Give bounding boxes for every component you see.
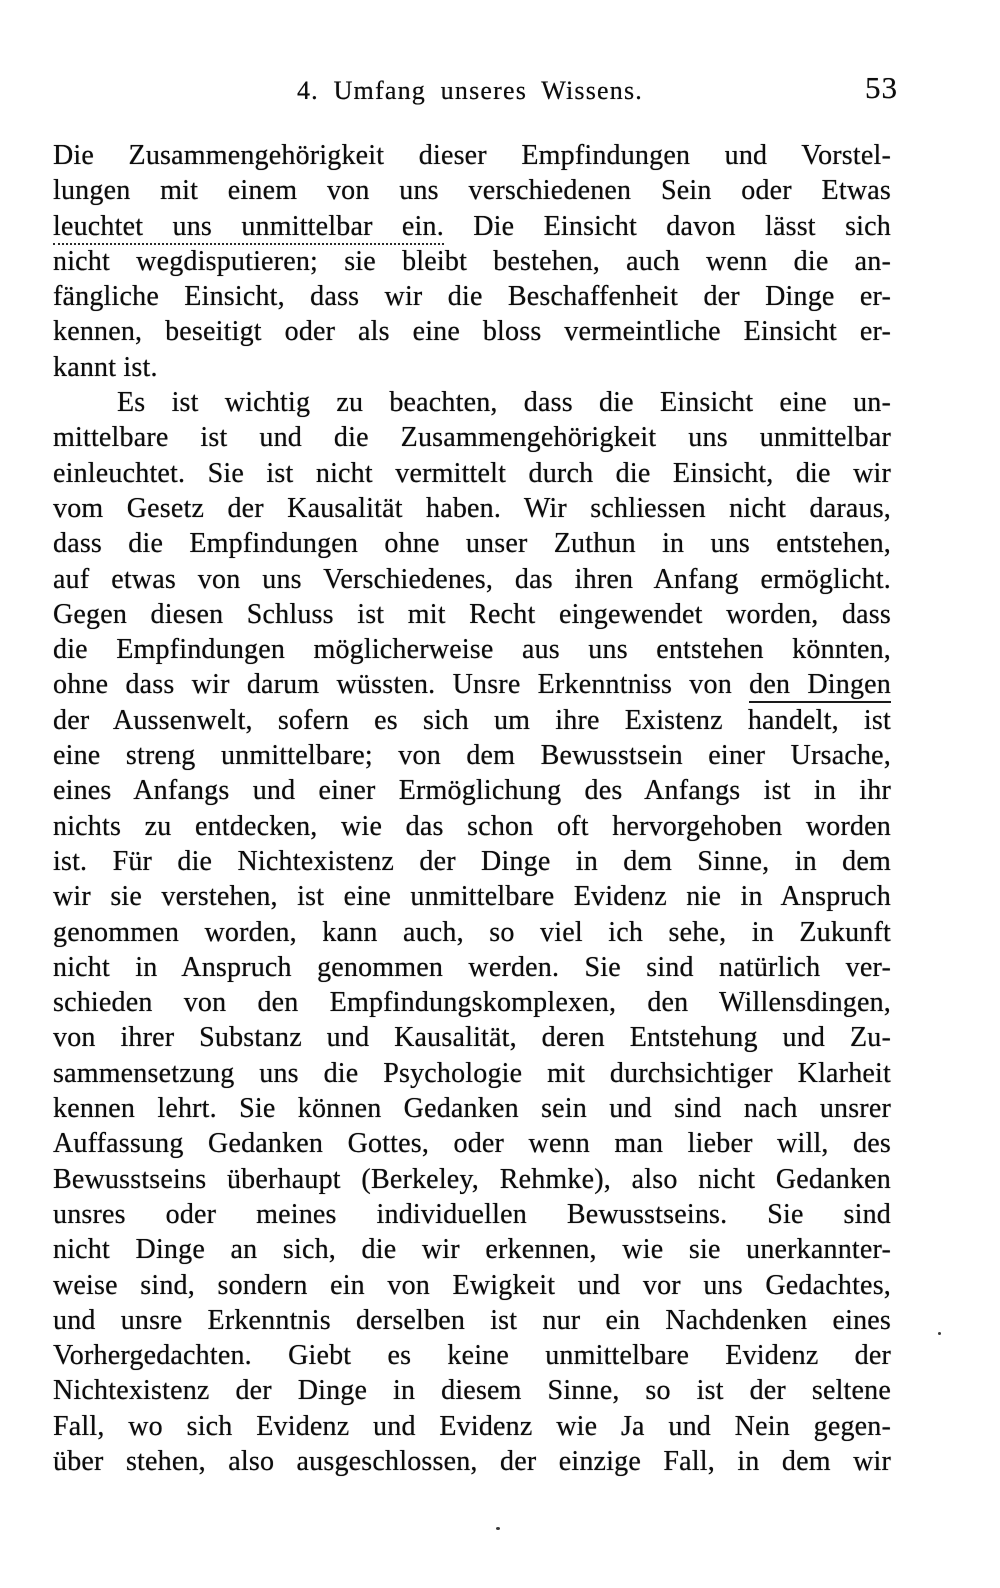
text-line: lungen mit einem von uns verschiedenen Sein oder Etwas <box>53 175 891 207</box>
text-line: vom Gesetz der Kausalität haben. Wir schliessen nicht daraus, <box>53 492 891 524</box>
text-line: wir sie verstehen, ist eine unmittelbare Evidenz nie in Anspruch <box>53 881 891 913</box>
text-line: weise sind, sondern ein von Ewigkeit und vor uns Gedachtes, <box>53 1269 891 1301</box>
text-line: kennen, beseitigt oder als eine bloss vermeintliche Einsicht er- <box>53 316 891 348</box>
scan-speck <box>496 1527 500 1530</box>
text-line: Vorhergedachten. Giebt es keine unmittelbare Evidenz der <box>53 1340 891 1372</box>
text-line: ohne dass wir darum wüssten. Unsre Erkenntniss von den Dingen <box>53 667 891 702</box>
text-line: Die Zusammengehörigkeit dieser Empfindungen und Vorstel- <box>53 140 891 171</box>
text-line: Fall, wo sich Evidenz und Evidenz wie Ja und Nein gegen- <box>53 1410 891 1442</box>
text-line: dass die Empfindungen ohne unser Zuthun in uns entstehen, <box>53 528 891 560</box>
text-line: fängliche Einsicht, dass wir die Beschaffenheit der Dinge er- <box>53 281 891 313</box>
emphasis-mark: den Dingen <box>749 669 891 703</box>
text-line: eine streng unmittelbare; von dem Bewusstsein einer Ursache, <box>53 740 891 772</box>
text-line: kannt ist. <box>53 351 158 383</box>
text-line: einleuchtet. Sie ist nicht vermittelt durch die Einsicht, die wir <box>53 457 891 489</box>
text-line: nicht Dinge an sich, die wir erkennen, wie sie unerkannter- <box>53 1234 891 1266</box>
text-line: auf etwas von uns Verschiedenes, das ihren Anfang ermöglicht. <box>53 563 891 595</box>
text-line: der Aussenwelt, sofern es sich um ihre Existenz handelt, ist <box>53 704 891 736</box>
text-line: genommen worden, kann auch, so viel ich sehe, in Zukunft <box>53 916 891 948</box>
scan-speck <box>938 1332 941 1335</box>
body-text <box>53 138 891 1479</box>
text-line: über stehen, also ausgeschlossen, der einzige Fall, in dem wir <box>53 1445 891 1477</box>
text-line: kennen lehrt. Sie können Gedanken sein und sind nach unsrer <box>53 1093 891 1125</box>
text-line: mittelbare ist und die Zusammengehörigkeit uns unmittelbar <box>53 422 891 454</box>
running-header: 4. Umfang unseres Wissens. <box>296 76 644 105</box>
text-line: nichts zu entdecken, wie das schon oft hervorgehoben worden <box>53 810 891 842</box>
text-line: und unsre Erkenntnis derselben ist nur ein Nachdenken eines <box>53 1304 891 1336</box>
text-line: nicht in Anspruch genommen werden. Sie sind natürlich ver- <box>53 951 891 983</box>
text-line: die Empfindungen möglicherweise aus uns entstehen könnten, <box>53 634 891 666</box>
text-line: sammensetzung uns die Psychologie mit durchsichtiger Klarheit <box>53 1057 891 1089</box>
text-line: Es ist wichtig zu beachten, dass die Einsicht eine un- <box>117 387 891 419</box>
text-line: unsres oder meines individuellen Bewusstseins. Sie sind <box>53 1198 891 1230</box>
text-line: eines Anfangs und einer Ermöglichung des Anfangs ist in ihr <box>53 775 891 807</box>
text-line: von ihrer Substanz und Kausalität, deren Entstehung und Zu- <box>53 1022 891 1054</box>
text-line: leuchtet uns unmittelbar ein. Die Einsicht davon lässt sich <box>53 209 891 244</box>
text-line: schieden von den Empfindungskomplexen, den Willensdingen, <box>53 987 891 1019</box>
text-line: Auffassung Gedanken Gottes, oder wenn man lieber will, des <box>53 1128 891 1160</box>
text-line: Gegen diesen Schluss ist mit Recht eingewendet worden, dass <box>53 598 891 630</box>
text-line: Nichtexistenz der Dinge in diesem Sinne, so ist der seltene <box>53 1375 891 1407</box>
page-number: 53 <box>865 70 898 105</box>
text-line: ist. Für die Nichtexistenz der Dinge in dem Sinne, in dem <box>53 845 891 877</box>
text-line: Bewusstseins überhaupt (Berkeley, Rehmke), also nicht Gedanken <box>53 1163 891 1195</box>
emphasis-mark: leuchtet uns unmittelbar ein. <box>53 211 444 245</box>
text-line: nicht wegdisputieren; sie bleibt bestehen, auch wenn die an- <box>53 245 891 277</box>
